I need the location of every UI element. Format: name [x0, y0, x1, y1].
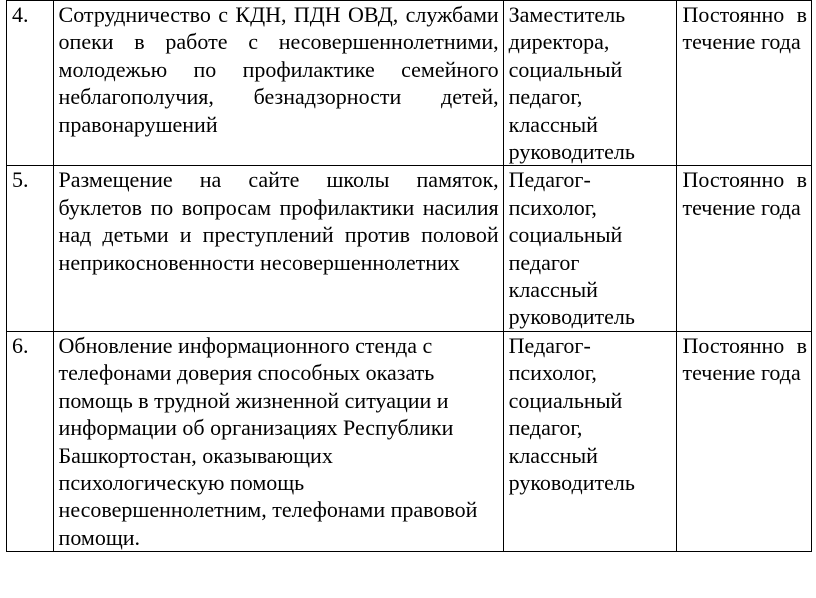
activity-description-cell: [53, 1, 503, 166]
responsible-cell: [503, 166, 677, 331]
responsible-persons: Педагог-психолог, социальный педагог классный руководитель: [508, 167, 635, 330]
term-cell: [677, 1, 812, 166]
table-row: [7, 166, 812, 331]
activity-description-cell: [53, 166, 503, 331]
table-row: [7, 1, 812, 166]
table-row: [7, 331, 812, 551]
responsible-persons: Заместитель директора, социальный педагог, классный руководитель: [508, 2, 635, 165]
activity-description: Размещение на сайте школы памяток, буклетов по вопросам профилактики насилия над детьми и преступлений против половой неприкосновенности несовершеннолетних: [58, 167, 499, 275]
row-number: 6.: [12, 332, 29, 358]
term-cell: [677, 331, 812, 551]
term-text: Постоянно в течение года: [682, 167, 807, 220]
row-number-cell: [7, 1, 54, 166]
term-text: Постоянно в течение года: [682, 2, 807, 55]
activity-description: Обновление информационного стенда с телефонами доверия способных оказать помощь в трудной жизненной ситуации и информации об организациях Республики Башкортостан, оказывающих психологическую помощь несовершеннолетним, телефонами правовой помощи.: [58, 332, 478, 550]
row-number-cell: [7, 166, 54, 331]
activity-description: Сотрудничество с КДН, ПДН ОВД, службами опеки в работе с несовершеннолетними, молодежью по профилактике семейного неблагополучия, безнадзорности детей, правонарушений: [58, 2, 499, 137]
term-cell: [677, 166, 812, 331]
responsible-cell: [503, 1, 677, 166]
responsible-persons: Педагог-психолог, социальный педагог, классный руководитель: [508, 332, 635, 495]
term-text: Постоянно в течение года: [682, 332, 807, 386]
responsible-cell: [503, 331, 677, 551]
activity-description-cell: [53, 331, 503, 551]
row-number: 4.: [12, 2, 29, 27]
row-number: 5.: [12, 167, 29, 193]
row-number-cell: [7, 331, 54, 551]
activity-plan-table: [6, 0, 812, 552]
